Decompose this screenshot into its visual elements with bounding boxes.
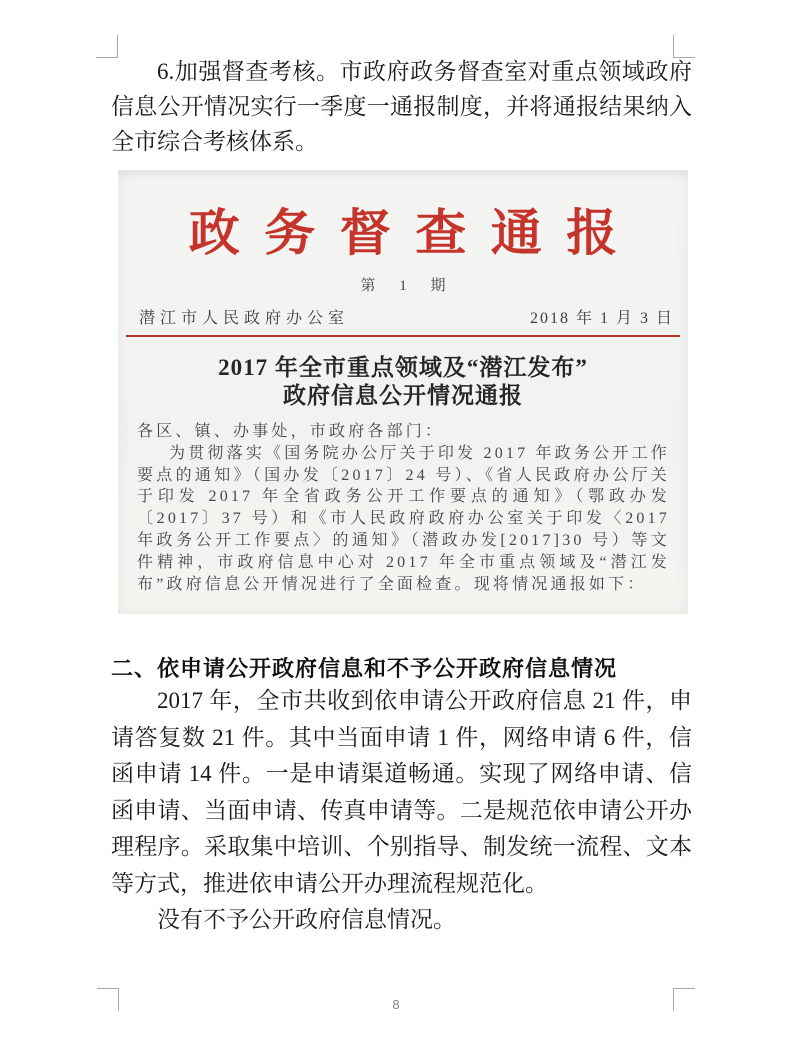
notice-title-line2: 政府信息公开情况通报 xyxy=(283,383,523,408)
notice-body xyxy=(137,421,670,595)
paragraph-foi-requests: 2017 年，全市共收到依申请公开政府信息 21 件，申请答复数 21 件。其中当面申请 1 件，网络申请 6 件，信函申请 14 件。一是申请渠道畅通。实现了网络申请、信函申请、当面申请、传真申请等。二是规范依申请公开办理程序。采取集中培训、个别指导、制发统一流程、文本等方式，推进依申请公开办理流程规范化。 xyxy=(111,688,692,896)
notice-body-paragraph: 为贯彻落实《国务院办公厅关于印发 2017 年政务公开工作要点的通知》（国办发〔2017〕24 号）、《省人民政府办公厅关于印发 2017 年全省政务公开工作要点的通知》（鄂政办发〔2017〕37 号）和《市人民政府政府办公室关于印发〈2017 年政务公开工作要点〉的通知》（潜政办发[2017]30 号）等文件精神，市政府信息中心对 2017 年全市重点领域及“潜江发布”政府信息公开情况进行了全面检查。现将情况通报如下： xyxy=(137,444,670,593)
page-number: 8 xyxy=(392,997,400,1012)
notice-title-line1: 2017 年全市重点领域及“潜江发布” xyxy=(218,355,588,380)
section-heading: 二、依申请公开政府信息和不予公开政府信息情况 xyxy=(111,656,618,681)
notice-date: 2018 年 1 月 3 日 xyxy=(529,310,674,327)
notice-scan-image[interactable] xyxy=(118,170,688,614)
notice-issuer-row xyxy=(139,305,674,328)
notice-issuer: 潜江市人民政府办公室 xyxy=(139,310,350,327)
paragraph-supervision-review: 6.加强督查考核。市政府政务督查室对重点领域政府信息公开情况实行一季度一通报制度，并将通报结果纳入全市综合考核体系。 xyxy=(111,59,692,154)
notice-title xyxy=(118,354,688,410)
paragraph-no-refusal: 没有不予公开政府信息情况。 xyxy=(157,907,456,932)
notice-issue-number: 第 1 期 xyxy=(360,278,456,294)
notice-masthead: 政务督查通报 xyxy=(188,205,642,261)
notice-red-rule xyxy=(126,335,680,337)
notice-salutation: 各区、镇、办事处，市政府各部门： xyxy=(137,423,445,440)
document-body xyxy=(111,54,692,939)
